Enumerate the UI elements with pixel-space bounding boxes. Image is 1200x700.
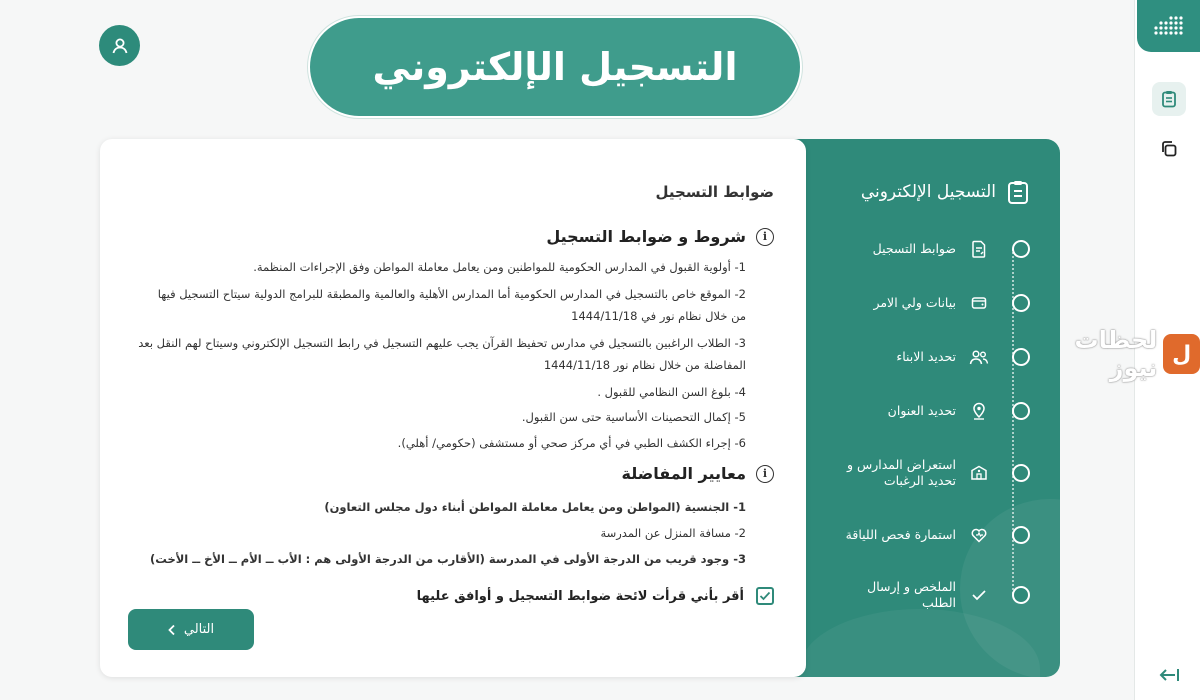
criteria-heading [622, 464, 774, 483]
agree-label: أقر بأني قرأت لائحة ضوابط التسجيل و أوافق عليها [416, 588, 744, 604]
criteria-line-2: 2- مسافة المنزل عن المدرسة [600, 526, 746, 540]
info-icon: i [756, 465, 774, 483]
card-title: ضوابط التسجيل [655, 183, 774, 201]
dots-logo-icon [1152, 14, 1186, 38]
stepper-header [790, 179, 1030, 205]
step-label: تحديد العنوان [887, 402, 956, 418]
agree-checkbox[interactable] [756, 587, 774, 605]
step-indicator [1012, 586, 1030, 604]
page-title: التسجيل الإلكتروني [308, 16, 802, 118]
step-label: تحديد الابناء [896, 348, 956, 364]
step-registration-rules[interactable] [820, 231, 1030, 267]
watermark [1030, 326, 1200, 382]
step-indicator [1012, 348, 1030, 366]
rules-card [100, 139, 806, 677]
step-indicator [1012, 294, 1030, 312]
condition-line-2: 2- الموقع خاص بالتسجيل في المدارس الحكومية أما المدارس الأهلية والعالمية والمطبقة للبرامج الدولية سيتاح التسجيل فيها [157, 287, 746, 301]
condition-line-3-cont: المفاضلة من خلال نظام نور 1444/11/18 [543, 358, 746, 372]
clipboard-icon [1159, 89, 1179, 109]
watermark-logo: ل [1163, 334, 1200, 374]
rail-clipboard-button[interactable] [1152, 82, 1186, 116]
school-icon [968, 465, 990, 481]
step-label: بيانات ولي الامر [873, 294, 956, 310]
logout-arrow-icon [1158, 667, 1180, 683]
step-label: استمارة فحص اللياقة [845, 526, 956, 542]
logout-button[interactable] [1152, 658, 1186, 692]
step-select-address[interactable] [820, 393, 1030, 429]
checkmark-icon [759, 591, 771, 601]
users-icon [968, 349, 990, 365]
step-label: الملخص و إرسال الطلب [867, 578, 956, 610]
step-label: ضوابط التسجيل [872, 240, 956, 256]
condition-line-5: 5- إكمال التحصينات الأساسية حتى سن القبول. [521, 410, 746, 424]
copy-icon [1159, 139, 1179, 159]
condition-line-6: 6- إجراء الكشف الطبي في أي مركز صحي أو مستشفى (حكومي/ أهلي). [397, 436, 746, 450]
checkmark-icon [968, 589, 990, 601]
ministry-logo [1137, 0, 1200, 52]
next-button[interactable] [128, 609, 254, 650]
step-summary-submit[interactable] [820, 577, 1030, 613]
step-indicator [1012, 464, 1030, 482]
agree-row[interactable] [417, 587, 774, 605]
step-indicator [1012, 402, 1030, 420]
stepper-title: التسجيل الإلكتروني [860, 182, 996, 202]
location-pin-icon [968, 402, 990, 420]
step-guardian-data[interactable] [820, 285, 1030, 321]
condition-line-2-cont: من خلال نظام نور في 1444/11/18 [571, 309, 746, 323]
document-edit-icon [968, 240, 990, 258]
heart-check-icon [968, 527, 990, 543]
watermark-text: لحظات نيوز [1074, 326, 1158, 382]
rail-copy-button[interactable] [1152, 132, 1186, 166]
condition-line-1: 1- أولوية القبول في المدارس الحكومية للمواطنين ومن يعامل معاملة المواطن وفق الإجراءات المنظمة. [253, 260, 746, 274]
criteria-line-1: 1- الجنسية (المواطن ومن يعامل معاملة المواطن أبناء دول مجلس التعاون) [324, 500, 746, 514]
step-indicator [1012, 526, 1030, 544]
condition-line-4: 4- بلوغ السن النظامي للقبول . [597, 385, 746, 399]
step-label: استعراض المدارس و تحديد الرغبات [846, 456, 956, 488]
next-button-label: التالي [183, 622, 215, 637]
chevron-left-icon [168, 624, 176, 636]
wallet-icon [968, 296, 990, 310]
step-indicator [1012, 240, 1030, 258]
criteria-line-3: 3- وجود قريب من الدرجة الأولى في المدرسة (الأقارب من الدرجة الأولى هم : الأب ــ الأم ــ الأخ ــ الأخت) [150, 552, 746, 566]
clipboard-icon [1006, 179, 1030, 205]
step-schools-preferences[interactable] [820, 455, 1030, 491]
conditions-heading-text: شروط و ضوابط التسجيل [546, 227, 746, 246]
user-avatar-button[interactable] [99, 25, 140, 66]
step-select-children[interactable] [820, 339, 1030, 375]
info-icon: i [756, 228, 774, 246]
user-icon [110, 36, 130, 56]
criteria-heading-text: معايير المفاضلة [621, 464, 746, 483]
condition-line-3: 3- الطلاب الراغبين بالتسجيل في مدارس تحفيظ القرآن يجب عليهم التسجيل في رابط التسجيل الإلكتروني وسيتاح لهم النقل بعد [138, 336, 746, 350]
conditions-heading [546, 227, 774, 246]
step-fitness-form[interactable] [820, 517, 1030, 553]
